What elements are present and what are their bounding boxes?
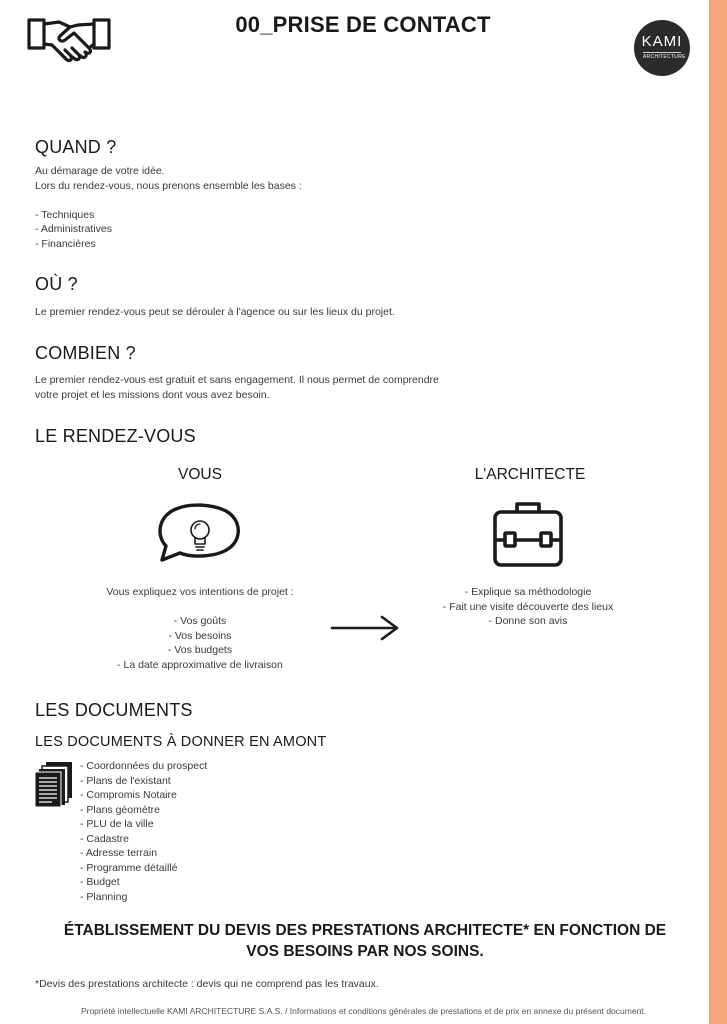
- logo-subtitle: ARCHITECTURE: [643, 54, 686, 60]
- vous-item: - Vos besoins: [168, 629, 232, 642]
- devis-line: VOS BESOINS PAR NOS SOINS.: [246, 943, 484, 960]
- quand-line: - Financières: [35, 237, 96, 250]
- combien-line: votre projet et les missions dont vous avez besoin.: [35, 388, 270, 401]
- devis-statement: [30, 920, 700, 962]
- document-item: - Coordonnées du prospect: [80, 760, 208, 772]
- document-item: - PLU de la ville: [80, 818, 154, 830]
- architecte-title: L'ARCHITECTE: [474, 466, 586, 483]
- devis-line: ÉTABLISSEMENT DU DEVIS DES PRESTATIONS ARCHITECTE* EN FONCTION DE: [63, 922, 667, 939]
- documents-stack-icon: [34, 760, 76, 808]
- architecte-item: - Explique sa méthodologie: [464, 586, 592, 598]
- document-item: - Plans de l'existant: [80, 774, 171, 787]
- heading-combien: COMBIEN ?: [35, 343, 136, 363]
- quand-text: [35, 164, 302, 251]
- architecte-list: [408, 585, 648, 629]
- page-title: 00_PRISE DE CONTACT: [235, 12, 491, 37]
- document-item: - Plans géomètre: [80, 803, 160, 816]
- subheading-documents: LES DOCUMENTS À DONNER EN AMONT: [35, 734, 327, 750]
- heading-rendez-vous: LE RENDEZ-VOUS: [35, 426, 196, 446]
- vous-intro: Vous expliquez vos intentions de projet :: [106, 586, 294, 598]
- document-item: - Budget: [80, 876, 120, 888]
- quand-line: - Techniques: [35, 208, 95, 221]
- combien-text: [35, 373, 439, 402]
- handshake-icon: [26, 14, 112, 66]
- speech-bubble-idea-icon: [154, 500, 244, 560]
- footer-legal: Propriété intellectuelle KAMI ARCHITECTURE S.A.S. / Informations et conditions générales de prestations et de prix en annexe du présent document.: [80, 1006, 647, 1016]
- architecte-item: - Donne son avis: [488, 615, 568, 627]
- document-item: - Cadastre: [80, 832, 130, 845]
- document-item: - Adresse terrain: [80, 847, 158, 859]
- vous-title: VOUS: [178, 466, 222, 483]
- quand-line: Lors du rendez-vous, nous prenons ensemble les bases :: [35, 179, 302, 192]
- vous-item: - Vos budgets: [167, 644, 233, 656]
- document-item: - Compromis Notaire: [80, 789, 177, 801]
- logo-name: KAMI: [641, 33, 683, 50]
- quand-line: - Administratives: [35, 223, 113, 235]
- heading-quand: QUAND ?: [35, 137, 117, 157]
- document-item: - Programme détaillé: [80, 861, 178, 874]
- combien-line: Le premier rendez-vous est gratuit et sans engagement. Il nous permet de comprendre: [35, 374, 439, 386]
- vous-item: - La date approximative de livraison: [117, 658, 283, 671]
- vous-item: - Vos goûts: [173, 615, 227, 627]
- document-item: - Planning: [80, 890, 128, 903]
- vous-list: [70, 585, 330, 672]
- kami-logo: [634, 20, 690, 76]
- quand-line: Au démarage de votre idée.: [35, 165, 165, 177]
- briefcase-icon: [492, 498, 564, 570]
- documents-list: [80, 759, 207, 904]
- heading-ou: OÙ ?: [35, 274, 78, 294]
- architecte-item: - Fait une visite découverte des lieux: [442, 600, 614, 613]
- heading-documents: LES DOCUMENTS: [35, 700, 193, 720]
- ou-text: Le premier rendez-vous peut se dérouler à l'agence ou sur les lieux du projet.: [35, 306, 395, 318]
- accent-side-bar: [709, 0, 727, 1024]
- arrow-right-icon: [330, 614, 400, 642]
- footnote: *Devis des prestations architecte : devis qui ne comprend pas les travaux.: [35, 978, 379, 990]
